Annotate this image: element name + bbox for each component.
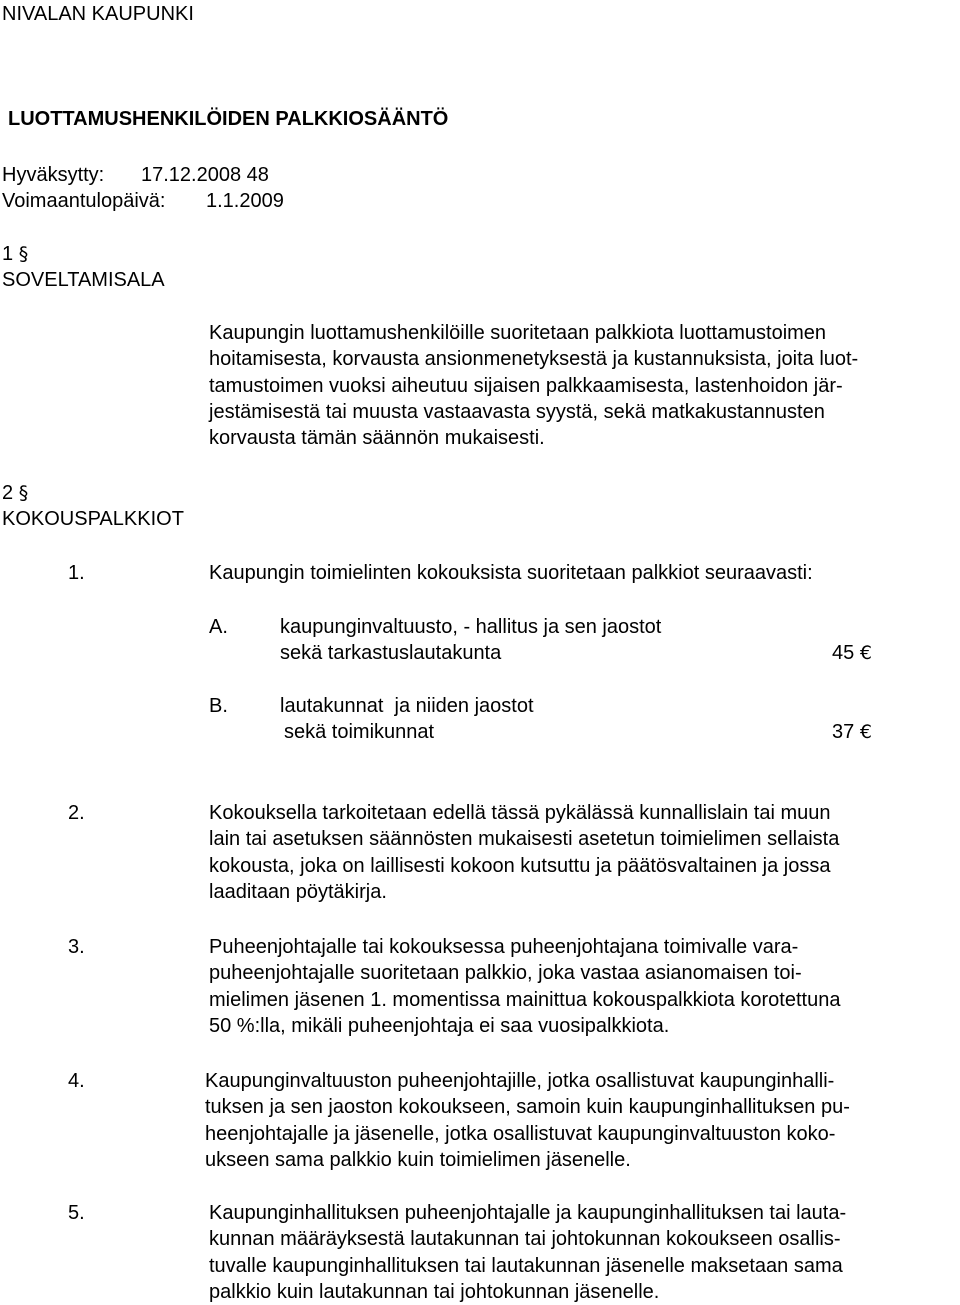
- body-line: ukseen sama palkkio kuin toimielimen jäsenelle.: [205, 1148, 631, 1171]
- item-1-text: Kaupungin toimielinten kokouksista suoritetaan palkkiot seuraavasti:: [209, 562, 813, 584]
- euro-icon: €: [859, 642, 872, 664]
- fee-b-amount-line: [832, 719, 872, 745]
- approved-value: 17.12.2008 48: [141, 164, 269, 186]
- fee-a-amount-line: [832, 640, 872, 666]
- fee-a-letter: A.: [209, 616, 228, 638]
- approved-label: Hyväksytty:: [2, 164, 105, 186]
- document-title: LUOTTAMUSHENKILÖIDEN PALKKIOSÄÄNTÖ: [8, 108, 449, 130]
- body-line: Kaupungin luottamushenkilöille suoritetaan palkkiota luottamustoimen: [209, 322, 827, 344]
- euro-icon: €: [859, 721, 872, 743]
- item-5-number: 5.: [68, 1202, 85, 1224]
- effective-label: Voimaantulopäivä:: [2, 190, 166, 212]
- fee-b-amount: 37: [832, 721, 855, 743]
- body-line: kunnan määräyksestä lautakunnan tai johtokunnan kokoukseen osallis-: [209, 1228, 841, 1251]
- body-line: kokousta, joka on laillisesti kokoon kutsuttu ja päätösvaltainen ja jossa: [209, 854, 831, 877]
- section-1-number: 1: [2, 243, 14, 265]
- body-line: lain tai asetuksen säännösten mukaisesti asetetun toimielimen sellaista: [209, 828, 840, 851]
- body-line: tamustoimen vuoksi aiheutuu sijaisen palkkaamisesta, lastenhoidon jär-: [209, 374, 843, 397]
- section-1-number-line: [2, 241, 28, 267]
- body-line: mielimen jäsenen 1. momentissa mainittua kokouspalkkiota korotettuna: [209, 988, 841, 1011]
- item-2-number: 2.: [68, 802, 85, 824]
- body-line: tuvalle kaupunginhallituksen tai lautakunnan jäsenelle maksetaan sama: [209, 1254, 843, 1277]
- fee-b-letter: B.: [209, 695, 228, 717]
- body-line: palkkio kuin lautakunnan tai johtokunnan jäsenelle.: [209, 1280, 660, 1303]
- body-line: tuksen ja sen jaoston kokoukseen, samoin kuin kaupunginhallituksen pu-: [205, 1096, 850, 1119]
- item-4-number: 4.: [68, 1070, 85, 1092]
- section-symbol-icon: §: [18, 243, 29, 265]
- body-line: jestämisestä tai muusta vastaavasta syystä, sekä matkakustannusten: [209, 400, 825, 423]
- fee-b-line2: sekä toimikunnat: [284, 721, 435, 743]
- item-3-number: 3.: [68, 936, 85, 958]
- body-line: puheenjohtajalle suoritetaan palkkio, joka vastaa asianomaisen toi-: [209, 962, 802, 985]
- body-line: Kaupunginhallituksen puheenjohtajalle ja kaupunginhallituksen tai lauta-: [209, 1202, 847, 1224]
- fee-b-line1: lautakunnat ja niiden jaostot: [280, 695, 534, 717]
- body-line: laaditaan pöytäkirja.: [209, 880, 387, 903]
- body-line: Kaupunginvaltuuston puheenjohtajille, jotka osallistuvat kaupunginhalli-: [205, 1070, 835, 1092]
- fee-a-amount: 45: [832, 642, 855, 664]
- section-2-number-line: [2, 480, 28, 506]
- organization-name: NIVALAN KAUPUNKI: [2, 3, 194, 25]
- body-line: heenjohtajalle ja jäsenelle, jotka osallistuvat kaupunginvaltuuston koko-: [205, 1122, 836, 1145]
- section-2-heading: KOKOUSPALKKIOT: [2, 508, 184, 530]
- body-line: korvausta tämän säännön mukaisesti.: [209, 427, 545, 450]
- fee-a-line2: sekä tarkastuslautakunta: [280, 642, 502, 664]
- item-2-body: [209, 800, 944, 905]
- fee-a-line1: kaupunginvaltuusto, - hallitus ja sen jaostot: [280, 616, 662, 638]
- body-line: 50 %:lla, mikäli puheenjohtaja ei saa vuosipalkkiota.: [209, 1014, 670, 1037]
- section-1-heading: SOVELTAMISALA: [2, 269, 165, 291]
- item-4-body: [205, 1068, 940, 1173]
- body-line: Kokouksella tarkoitetaan edellä tässä pykälässä kunnallislain tai muun: [209, 802, 831, 824]
- body-line: hoitamisesta, korvausta ansionmenetyksestä ja kustannuksista, joita luot-: [209, 348, 859, 371]
- item-5-body: [209, 1200, 944, 1305]
- item-1-number: 1.: [68, 562, 85, 584]
- item-3-body: [209, 934, 944, 1039]
- section-symbol-icon: §: [18, 482, 29, 504]
- body-line: Puheenjohtajalle tai kokouksessa puheenjohtajana toimivalle vara-: [209, 936, 799, 958]
- section-1-body: [209, 320, 944, 451]
- section-2-number: 2: [2, 482, 14, 504]
- effective-value: 1.1.2009: [206, 190, 284, 212]
